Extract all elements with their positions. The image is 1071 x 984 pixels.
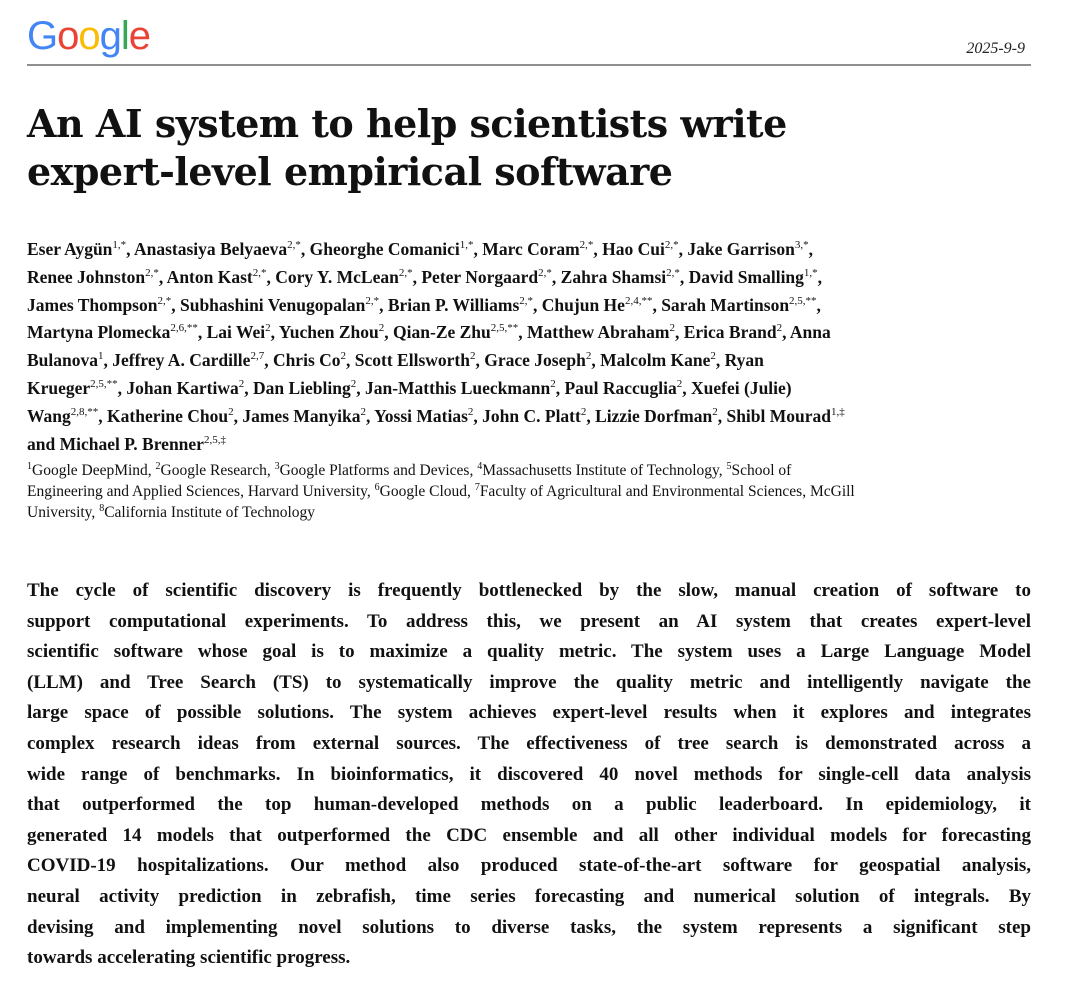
text-run: , Marc Coram xyxy=(473,239,580,259)
abstract-line: large space of possible solutions. The system achieves expert-level results when it explores and integrates xyxy=(27,702,1031,724)
author-line xyxy=(27,264,1031,292)
affiliation-marker: 2,* xyxy=(145,266,159,279)
affiliation-number: 1 xyxy=(27,461,32,472)
author-line xyxy=(27,236,1031,264)
text-run: , Lizzie Dorfman xyxy=(586,405,713,426)
affiliation-marker: 2,* xyxy=(664,239,679,251)
text-run: , Malcolm Kane xyxy=(591,350,711,371)
text-run: Google DeepMind, xyxy=(32,462,156,479)
text-run: , Xuefei (Julie) xyxy=(682,377,792,398)
text-run: Wang xyxy=(27,405,71,426)
affiliation-marker: 2 xyxy=(669,322,675,335)
affiliation-number: 4 xyxy=(477,461,483,472)
affiliation-marker: 2 xyxy=(585,350,592,363)
text-run: , John C. Platt xyxy=(473,405,581,426)
abstract-line: generated 14 models that outperformed the CDC ensemble and all other individual models for forecasting xyxy=(27,824,1031,846)
affiliation-marker: 2 xyxy=(469,350,476,363)
author-line xyxy=(27,292,1031,320)
text-run: Engineering and Applied Sciences, Harvard University, xyxy=(27,483,375,500)
paper-title xyxy=(27,100,1031,196)
text-run: Google Platforms and Devices, xyxy=(279,462,478,479)
affiliation-marker: 2,* xyxy=(365,294,380,307)
text-run: , Brian P. Williams xyxy=(379,294,520,315)
text-run: and Michael P. Brenner xyxy=(27,433,204,454)
logo-letter: G xyxy=(27,14,58,58)
text-run: California Institute of Technology xyxy=(104,504,316,521)
title-line: expert-level empirical software xyxy=(27,149,673,194)
text-run: Bulanova xyxy=(27,350,98,371)
author-line xyxy=(27,347,1031,375)
text-run: , Anton Kast xyxy=(158,266,253,287)
abstract-line: wide range of benchmarks. In bioinformatics, it discovered 40 novel methods for single-cell data analysis xyxy=(27,763,1031,785)
text-run: , Matthew Abraham xyxy=(518,322,670,343)
affiliation-marker: 2 xyxy=(238,377,245,390)
affiliation-marker: 2 xyxy=(265,322,271,335)
abstract-line: that outperformed the top human-developed methods on a public leaderboard. In epidemiology, it xyxy=(27,794,1031,816)
paper-page xyxy=(27,0,1031,984)
text-run: James Thompson xyxy=(27,294,158,315)
abstract xyxy=(27,576,1031,974)
logo-letter: l xyxy=(120,14,129,58)
affiliation-marker: 1,* xyxy=(459,239,474,251)
affiliation-marker: 2 xyxy=(712,405,718,418)
text-run: , Sarah Martinson xyxy=(652,294,790,315)
affiliation-marker: 2,* xyxy=(519,294,534,307)
affiliation-marker: 1 xyxy=(98,350,104,363)
affiliation-number: 2 xyxy=(155,461,161,472)
publication-date: 2025-9-9 xyxy=(966,40,1025,57)
text-run: Google Research, xyxy=(160,462,275,479)
text-run: , xyxy=(808,239,813,259)
text-run: Eser Aygün xyxy=(27,239,113,259)
text-run: , xyxy=(816,294,821,315)
affiliation-marker: 2 xyxy=(350,377,357,390)
text-run: , James Manyika xyxy=(233,405,361,426)
text-run: Krueger xyxy=(27,377,91,398)
affiliation-marker: 2,* xyxy=(579,239,594,251)
affiliation-marker: 2 xyxy=(467,405,474,418)
text-run: Google Cloud, xyxy=(379,483,475,500)
text-run: , Anastasiya Belyaeva xyxy=(126,239,288,259)
affiliation-marker: 2,* xyxy=(252,266,267,279)
affiliation-marker: 2,5,‡ xyxy=(203,433,226,446)
text-run: Faculty of Agricultural and Environmental Sciences, McGill xyxy=(479,483,855,500)
affiliation-marker: 2,6,** xyxy=(170,322,198,335)
text-run: Renee Johnston xyxy=(27,266,146,287)
text-run: , Jeffrey A. Cardille xyxy=(103,350,251,371)
text-run: , Dan Liebling xyxy=(244,377,351,398)
affiliation-marker: 2,7 xyxy=(250,350,265,363)
abstract-line: support computational experiments. To address this, we present an AI system that creates expert-level xyxy=(27,610,1031,632)
affiliations xyxy=(27,460,1031,523)
affiliation-marker: 2 xyxy=(378,322,385,335)
google-logo xyxy=(27,12,150,60)
text-run: , Cory Y. McLean xyxy=(266,266,399,287)
text-run: , Anna xyxy=(782,322,831,343)
text-run: , Chris Co xyxy=(264,350,341,371)
text-run: , David Smalling xyxy=(679,266,804,287)
affiliation-marker: 2,* xyxy=(287,239,301,251)
affiliation-marker: 2,* xyxy=(398,266,413,279)
affiliation-line xyxy=(27,460,1031,481)
text-run: , Jake Garrison xyxy=(678,239,795,259)
text-run: , Gheorghe Comanici xyxy=(300,239,460,259)
text-run: , Erica Brand xyxy=(674,322,777,343)
affiliation-marker: 2,* xyxy=(157,294,172,307)
text-run: , Qian-Ze Zhu xyxy=(384,322,491,343)
affiliation-number: 8 xyxy=(99,503,105,514)
text-run: Martyna Plomecka xyxy=(27,322,171,343)
affiliation-marker: 1,* xyxy=(803,266,818,279)
text-run: , xyxy=(817,266,823,287)
text-run: , Subhashini Venugopalan xyxy=(171,294,366,315)
text-run: , Ryan xyxy=(715,350,764,371)
affiliation-line xyxy=(27,481,1031,502)
author-list xyxy=(27,236,1031,458)
text-run: , Yossi Matias xyxy=(365,405,468,426)
logo-letter: o xyxy=(78,14,100,58)
affiliation-line xyxy=(27,502,1031,523)
affiliation-marker: 2 xyxy=(580,405,587,418)
abstract-line: towards accelerating scientific progress. xyxy=(27,947,351,969)
affiliation-number: 6 xyxy=(374,482,380,493)
affiliation-marker: 2,8,** xyxy=(70,405,99,418)
author-line xyxy=(27,403,1031,431)
affiliation-marker: 2,5,** xyxy=(490,322,519,335)
affiliation-marker: 2,5,** xyxy=(789,294,817,307)
text-run: , Lai Wei xyxy=(197,322,266,343)
abstract-line: (LLM) and Tree Search (TS) to systematically improve the quality metric and intelligently navigate the xyxy=(27,671,1031,693)
abstract-line: neural activity prediction in zebrafish, time series forecasting and numerical solution of integrals. By xyxy=(27,885,1031,907)
logo-letter: e xyxy=(128,14,151,58)
affiliation-marker: 2,5,** xyxy=(90,377,118,390)
abstract-line: complex research ideas from external sources. The effectiveness of tree search is demonstrated across a xyxy=(27,732,1031,754)
affiliation-marker: 2,* xyxy=(666,266,680,279)
affiliation-marker: 2 xyxy=(340,350,347,363)
affiliation-marker: 2 xyxy=(360,405,366,418)
text-run: , Katherine Chou xyxy=(98,405,229,426)
text-run: , Shibl Mourad xyxy=(717,405,832,426)
affiliation-marker: 2 xyxy=(550,377,556,390)
text-run: , Jan-Matthis Lueckmann xyxy=(356,377,551,398)
text-run: University, xyxy=(27,504,100,521)
abstract-line: devising and implementing novel solutions to diverse tasks, the system represents a significant step xyxy=(27,916,1031,938)
text-run: , Hao Cui xyxy=(593,239,665,259)
text-run: , Grace Joseph xyxy=(475,350,586,371)
logo-letter: o xyxy=(57,14,79,58)
abstract-line: COVID-19 hospitalizations. Our method also produced state-of-the-art software for geospatial analysis, xyxy=(27,855,1031,877)
text-run: School of xyxy=(731,462,792,479)
affiliation-marker: 2 xyxy=(776,322,783,335)
logo-letter: g xyxy=(99,14,121,58)
affiliation-marker: 2,* xyxy=(538,266,552,279)
affiliation-number: 3 xyxy=(274,461,280,472)
author-line xyxy=(27,431,1031,459)
affiliation-marker: 2 xyxy=(676,377,683,390)
title-line: An AI system to help scientists write xyxy=(27,101,787,146)
author-line xyxy=(27,319,1031,347)
affiliation-marker: 2,4,** xyxy=(624,294,653,307)
abstract-line: The cycle of scientific discovery is frequently bottlenecked by the slow, manual creation of software to xyxy=(27,580,1031,601)
text-run: , Paul Raccuglia xyxy=(555,377,677,398)
affiliation-number: 7 xyxy=(474,482,480,493)
affiliation-marker: 1,* xyxy=(112,239,127,251)
text-run: , Chujun He xyxy=(533,294,625,315)
abstract-line: scientific software whose goal is to maximize a quality metric. The system uses a Large Language Model xyxy=(27,641,1031,663)
text-run: , Johan Kartiwa xyxy=(117,377,239,398)
text-run: , Yuchen Zhou xyxy=(270,322,379,343)
affiliation-number: 5 xyxy=(726,461,732,472)
affiliation-marker: 3,* xyxy=(794,239,809,251)
text-run: , Peter Norgaard xyxy=(412,266,539,287)
header-rule xyxy=(27,64,1031,66)
affiliation-marker: 1,‡ xyxy=(831,405,845,418)
text-run: , Scott Ellsworth xyxy=(346,350,470,371)
affiliation-marker: 2 xyxy=(228,405,234,418)
text-run: Massachusetts Institute of Technology, xyxy=(482,462,727,479)
affiliation-marker: 2 xyxy=(710,350,716,363)
text-run: , Zahra Shamsi xyxy=(551,266,667,287)
author-line xyxy=(27,375,1031,403)
